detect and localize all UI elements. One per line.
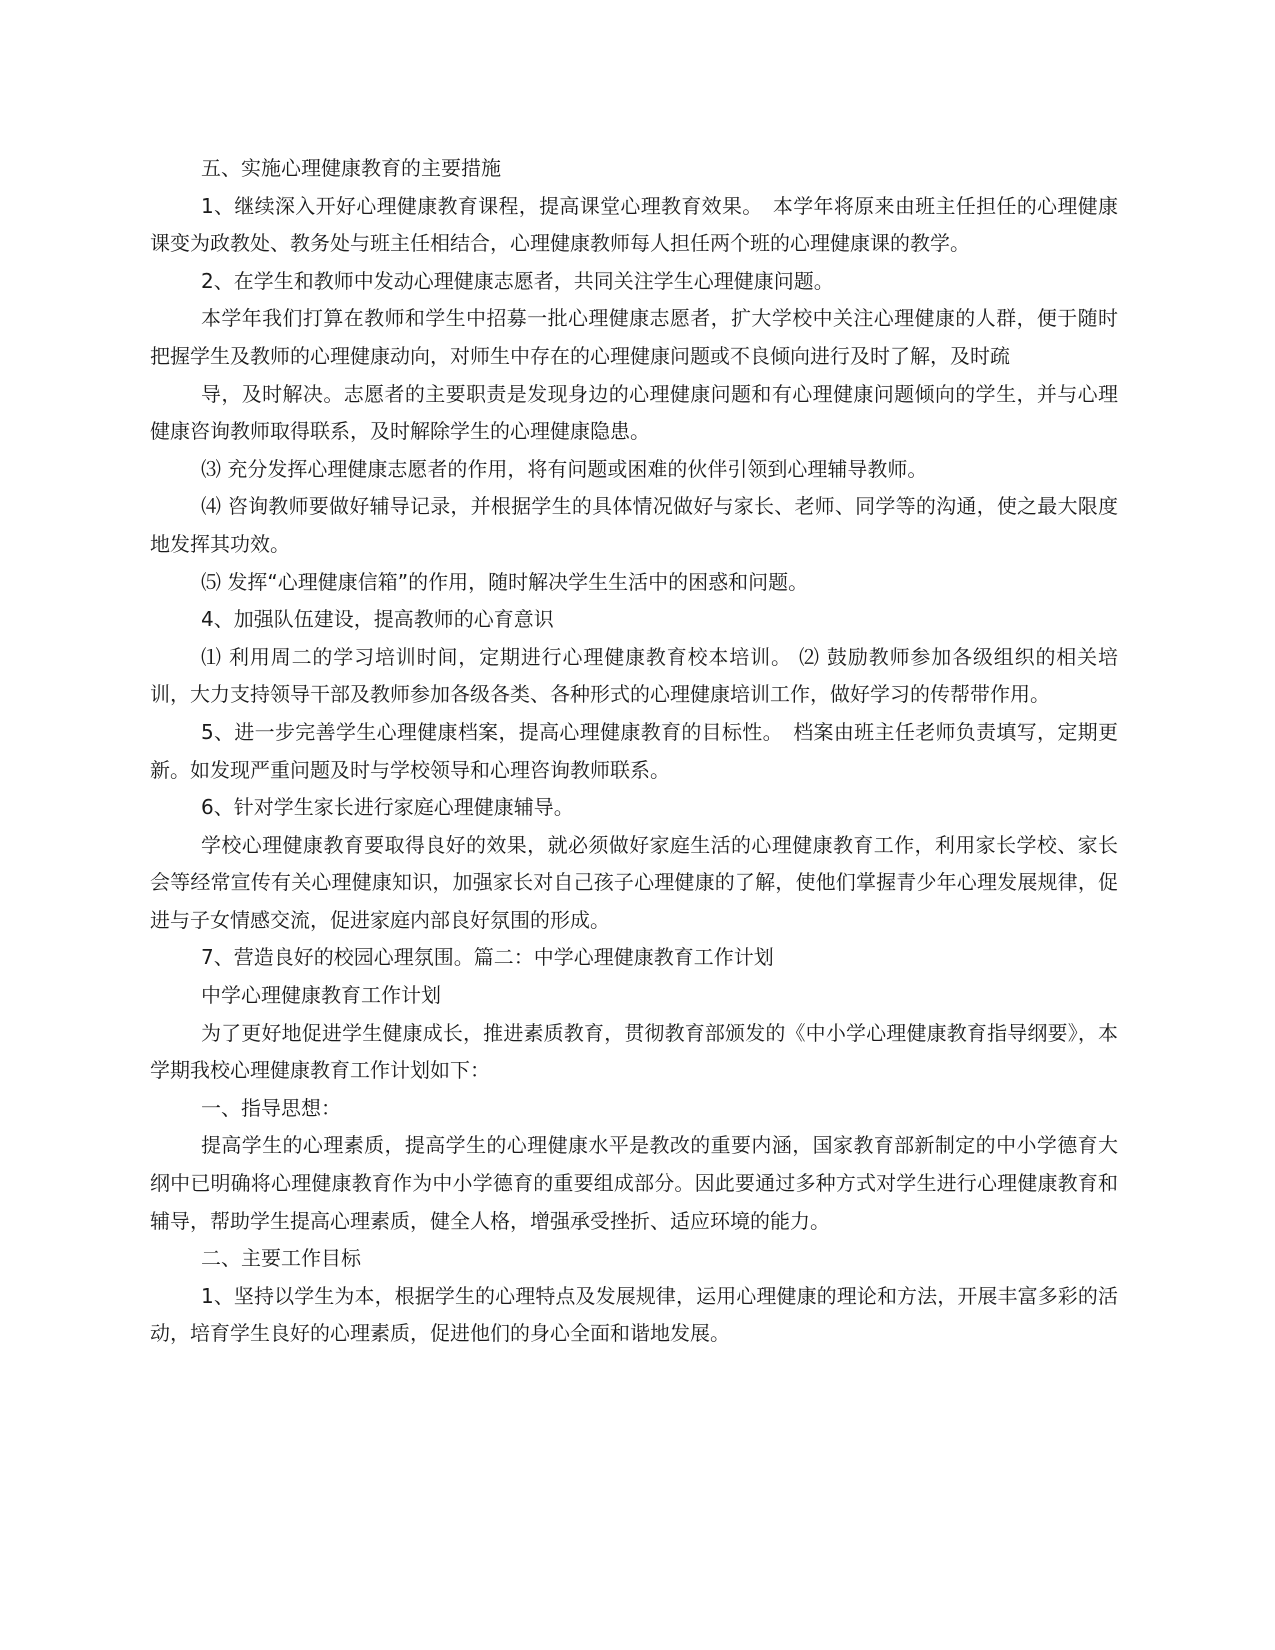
paragraph: ⑴ 利用周二的学习培训时间，定期进行心理健康教育校本培训。 ⑵ 鼓励教师参加各级组织的相关培训，大力支持领导干部及教师参加各级各类、各种形式的心理健康培训工作，做好学习的传帮带作用。 [150, 644, 1118, 707]
paragraph: ⑶ 充分发挥心理健康志愿者的作用，将有问题或困难的伙伴引领到心理辅导教师。 [201, 456, 928, 481]
paragraph: 为了更好地促进学生健康成长，推进素质教育，贯彻教育部颁发的《中小学心理健康教育指导纲要》，本学期我校心理健康教育工作计划如下： [150, 1020, 1118, 1083]
paragraph: 4、加强队伍建设，提高教师的心育意识 [201, 607, 554, 632]
section-heading: 二、主要工作目标 [201, 1246, 361, 1271]
paragraph: 提高学生的心理素质，提高学生的心理健康水平是教改的重要内涵，国家教育部新制定的中小学德育大纲中已明确将心理健康教育作为中小学德育的重要组成部分。因此要通过多种方式对学生进行心理健康教育和辅导，帮助学生提高心理素质，健全人格，增强承受挫折、适应环境的能力。 [150, 1133, 1118, 1233]
paragraph: 本学年我们打算在教师和学生中招募一批心理健康志愿者，扩大学校中关注心理健康的人群，便于随时把握学生及教师的心理健康动向，对师生中存在的心理健康问题或不良倾向进行及时了解，及时疏 [150, 306, 1118, 368]
paragraph: 1、继续深入开好心理健康教育课程，提高课堂心理教育效果。 本学年将原来由班主任担任的心理健康课变为政教处、教务处与班主任相结合，心理健康教师每人担任两个班的心理健康课的教学。 [150, 193, 1118, 256]
paragraph: 7、营造良好的校园心理氛围。篇二：中学心理健康教育工作计划 [201, 945, 774, 970]
paragraph: 6、针对学生家长进行家庭心理健康辅导。 [201, 795, 574, 820]
section-heading: 一、指导思想： [201, 1095, 341, 1120]
paragraph: 1、坚持以学生为本，根据学生的心理特点及发展规律，运用心理健康的理论和方法，开展丰富多彩的活动，培育学生良好的心理素质，促进他们的身心全面和谐地发展。 [150, 1283, 1118, 1346]
paragraph: 2、在学生和教师中发动心理健康志愿者，共同关注学生心理健康问题。 [201, 268, 834, 293]
paragraph: ⑸ 发挥“心理健康信箱”的作用，随时解决学生生活中的困惑和问题。 [201, 569, 809, 594]
document-title: 中学心理健康教育工作计划 [201, 983, 441, 1008]
paragraph: 5、进一步完善学生心理健康档案，提高心理健康教育的目标性。 档案由班主任老师负责填写，定期更新。如发现严重问题及时与学校领导和心理咨询教师联系。 [150, 719, 1118, 782]
paragraph: 导，及时解决。志愿者的主要职责是发现身边的心理健康问题和有心理健康问题倾向的学生，并与心理健康咨询教师取得联系，及时解除学生的心理健康隐患。 [150, 381, 1118, 444]
document-body [150, 150, 1118, 1353]
section-heading: 五、实施心理健康教育的主要措施 [201, 156, 501, 180]
paragraph: ⑷ 咨询教师要做好辅导记录，并根据学生的具体情况做好与家长、老师、同学等的沟通，使之最大限度地发挥其功效。 [150, 494, 1118, 556]
paragraph: 学校心理健康教育要取得良好的效果，就必须做好家庭生活的心理健康教育工作，利用家长学校、家长会等经常宣传有关心理健康知识，加强家长对自己孩子心理健康的了解，使他们掌握青少年心理发展规律，促进与子女情感交流，促进家庭内部良好氛围的形成。 [150, 832, 1118, 932]
